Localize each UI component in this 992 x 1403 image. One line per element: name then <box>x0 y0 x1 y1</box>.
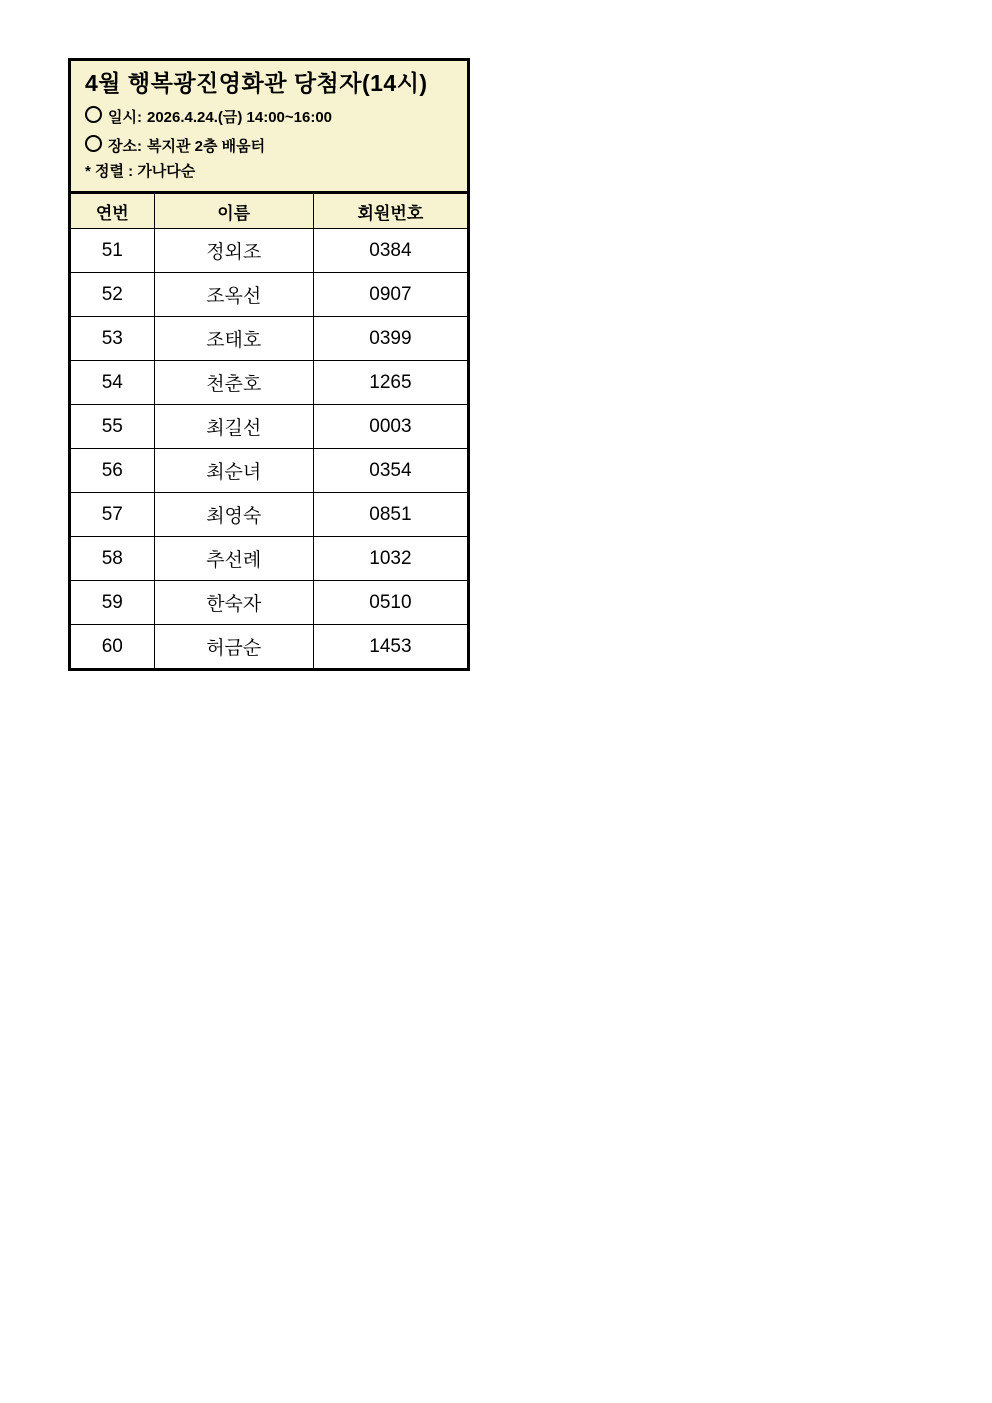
table-header <box>70 193 469 229</box>
column-header-name: 이름 <box>154 193 313 229</box>
cell-name: 최영숙 <box>154 493 313 537</box>
cell-no: 57 <box>70 493 155 537</box>
table-row <box>70 405 469 449</box>
cell-member-id: 0510 <box>313 581 468 625</box>
notice-place-line <box>85 134 455 156</box>
table-row <box>70 273 469 317</box>
notice-header <box>68 58 470 191</box>
notice-place-label: 장소: <box>108 138 142 156</box>
table-row <box>70 361 469 405</box>
cell-no: 60 <box>70 625 155 670</box>
cell-name: 최길선 <box>154 405 313 449</box>
table-row <box>70 581 469 625</box>
table-row <box>70 449 469 493</box>
cell-name: 추선례 <box>154 537 313 581</box>
cell-name: 정외조 <box>154 229 313 273</box>
cell-name: 천춘호 <box>154 361 313 405</box>
cell-member-id: 0907 <box>313 273 468 317</box>
notice-date-value: 2026.4.24.(금) 14:00~16:00 <box>146 109 333 127</box>
cell-name: 허금순 <box>154 625 313 670</box>
table-row <box>70 493 469 537</box>
cell-name: 조옥선 <box>154 273 313 317</box>
cell-name: 한숙자 <box>154 581 313 625</box>
table-header-row <box>70 193 469 229</box>
page-title: 4월 행복광진영화관 당첨자(14시) <box>85 70 428 96</box>
circle-bullet-icon <box>85 135 102 152</box>
column-header-member-id: 회원번호 <box>313 193 468 229</box>
notice-sort-note: * 정렬 : 가나다순 <box>85 163 196 181</box>
cell-member-id: 0354 <box>313 449 468 493</box>
cell-no: 58 <box>70 537 155 581</box>
cell-member-id: 0384 <box>313 229 468 273</box>
cell-member-id: 0399 <box>313 317 468 361</box>
cell-no: 54 <box>70 361 155 405</box>
circle-bullet-icon <box>85 106 102 123</box>
cell-member-id: 0003 <box>313 405 468 449</box>
notice-place-value: 복지관 2층 배움터 <box>146 138 266 156</box>
table-body <box>70 229 469 670</box>
table-row <box>70 229 469 273</box>
table-row <box>70 625 469 670</box>
cell-member-id: 1265 <box>313 361 468 405</box>
table-row <box>70 537 469 581</box>
notice-date-label: 일시: <box>108 109 142 127</box>
cell-member-id: 1453 <box>313 625 468 670</box>
document-body <box>68 58 470 671</box>
cell-no: 53 <box>70 317 155 361</box>
cell-no: 55 <box>70 405 155 449</box>
column-header-no: 연번 <box>70 193 155 229</box>
cell-name: 최순녀 <box>154 449 313 493</box>
cell-name: 조태호 <box>154 317 313 361</box>
cell-no: 51 <box>70 229 155 273</box>
cell-no: 56 <box>70 449 155 493</box>
table-row <box>70 317 469 361</box>
cell-member-id: 1032 <box>313 537 468 581</box>
cell-member-id: 0851 <box>313 493 468 537</box>
cell-no: 52 <box>70 273 155 317</box>
notice-date-line <box>85 105 455 127</box>
cell-no: 59 <box>70 581 155 625</box>
winners-table <box>68 191 470 671</box>
